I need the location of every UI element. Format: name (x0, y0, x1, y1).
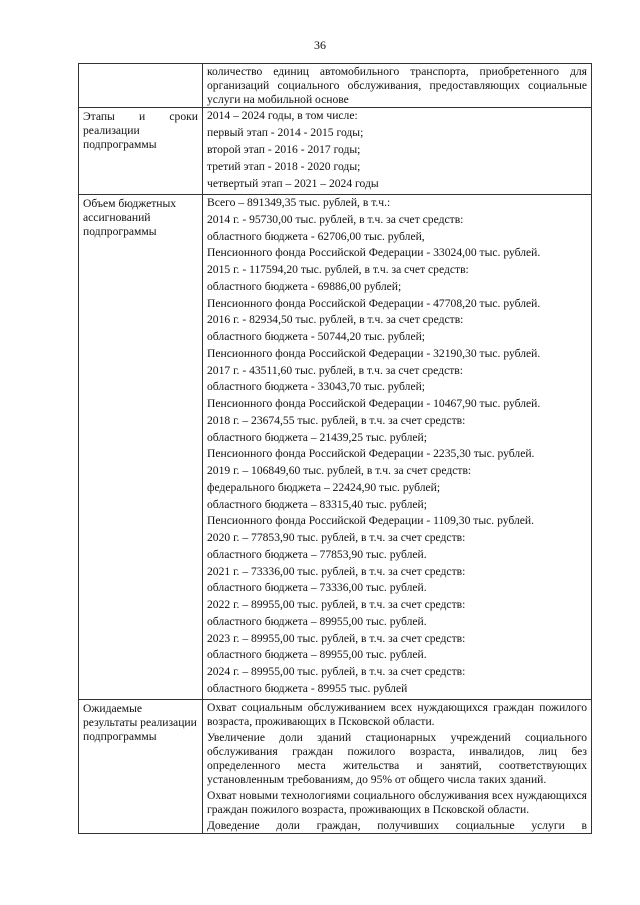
budget-line: федерального бюджета – 22424,90 тыс. рублей; (207, 480, 441, 494)
budget-line: областного бюджета – 89955,00 тыс. рублей. (207, 648, 427, 662)
label-cell-empty (79, 64, 203, 108)
budget-line: Пенсионного фонда Российской Федерации - 32190,30 тыс. рублей. (207, 346, 541, 360)
budget-line: 2022 г. – 89955,00 тыс. рублей, в т.ч. за счет средств: (207, 598, 466, 611)
stages-line: третий этап - 2018 - 2020 годы; (207, 160, 361, 173)
budget-line: 2016 г. - 82934,50 тыс. рублей, в т.ч. за счет средств: (207, 313, 464, 327)
budget-label: Объем бюджетных ассигнований подпрограммы (79, 195, 203, 700)
budget-line: 2023 г. – 89955,00 тыс. рублей, в т.ч. за счет средств: (207, 631, 466, 645)
subprogram-passport-table (78, 63, 592, 834)
budget-line: Пенсионного фонда Российской Федерации - 33024,00 тыс. рублей. (207, 246, 541, 260)
budget-line: Пенсионного фонда Российской Федерации - 2235,30 тыс. рублей. (207, 447, 535, 461)
stages-line: четвертый этап – 2021 – 2024 годы (207, 177, 379, 190)
budget-line: областного бюджета - 69886,00 рублей; (207, 279, 402, 293)
table-row-stages (79, 108, 592, 195)
budget-line: Всего – 891349,35 тыс. рублей, в т.ч.: (207, 196, 391, 209)
budget-line: 2015 г. - 117594,20 тыс. рублей, в т.ч. за счет средств: (207, 263, 469, 276)
results-content (203, 699, 592, 833)
budget-line: Пенсионного фонда Российской Федерации - 10467,90 тыс. рублей. (207, 397, 541, 410)
budget-line: 2017 г. - 43511,60 тыс. рублей, в т.ч. за счет средств: (207, 363, 463, 377)
budget-line: Пенсионного фонда Российской Федерации - 47708,20 тыс. рублей. (207, 296, 541, 310)
budget-line: областного бюджета - 89955 тыс. рублей (207, 681, 408, 695)
results-label: Ожидаемые результаты реализации подпрограммы (79, 699, 203, 833)
results-paragraph: Охват социальным обслуживанием всех нуждающихся граждан пожилого возраста, проживающих в Псковской области. (207, 700, 587, 728)
stages-label: Этапы и сроки реализации подпрограммы (79, 108, 203, 195)
budget-line: 2020 г. – 77853,90 тыс. рублей, в т.ч. за счет средств: (207, 531, 466, 544)
table-row-budget (79, 195, 592, 700)
table-row-transport (79, 64, 592, 108)
budget-line: Пенсионного фонда Российской Федерации - 1109,30 тыс. рублей. (207, 514, 535, 528)
budget-line: областного бюджета – 73336,00 тыс. рублей. (207, 581, 427, 595)
results-paragraph: Увеличение доли зданий стационарных учреждений социального обслуживания граждан пожилого возраста, инвалидов, лиц без определенного места жительства и занятий, соответствующих установленным требованиям, до 95% от общего числа таких зданий. (207, 730, 587, 786)
budget-line: 2019 г. – 106849,60 тыс. рублей, в т.ч. за счет средств: (207, 464, 472, 477)
results-paragraph: Охват новыми технологиями социального обслуживания всех нуждающихся граждан пожилого возраста, проживающих в Псковской области. (207, 788, 587, 816)
budget-line: областного бюджета – 21439,25 тыс. рублей; (207, 430, 427, 444)
table-row-results (79, 699, 592, 833)
budget-line: 2021 г. – 73336,00 тыс. рублей, в т.ч. за счет средств: (207, 564, 466, 578)
page-number: 36 (314, 38, 326, 52)
transport-indicator-text: количество единиц автомобильного транспорта, приобретенного для организаций социального обслуживания, предоставляющих социальные услуги на мобильной основе (203, 64, 592, 108)
budget-line: областного бюджета - 33043,70 тыс. рублей; (207, 380, 426, 394)
budget-line: областного бюджета – 89955,00 тыс. рублей. (207, 614, 427, 628)
budget-line: 2018 г. – 23674,55 тыс. рублей, в т.ч. за счет средств: (207, 413, 466, 427)
budget-line: областного бюджета - 62706,00 тыс. рублей, (207, 229, 425, 243)
stages-line: первый этап - 2014 - 2015 годы; (207, 126, 364, 139)
budget-line: 2014 г. - 95730,00 тыс. рублей, в т.ч. за счет средств: (207, 212, 464, 226)
stages-content (203, 108, 592, 195)
stages-line: 2014 – 2024 годы, в том числе: (207, 109, 358, 122)
budget-content (203, 195, 592, 700)
budget-line: областного бюджета - 50744,20 тыс. рублей; (207, 330, 426, 343)
budget-line: областного бюджета – 83315,40 тыс. рублей; (207, 497, 427, 511)
budget-line: 2024 г. – 89955,00 тыс. рублей, в т.ч. за счет средств: (207, 665, 466, 678)
budget-line: областного бюджета – 77853,90 тыс. рублей. (207, 547, 427, 561)
results-paragraph-cut: Доведение доли граждан, получивших социальные услуги в (207, 818, 587, 832)
stages-line: второй этап - 2016 - 2017 годы; (207, 143, 361, 156)
